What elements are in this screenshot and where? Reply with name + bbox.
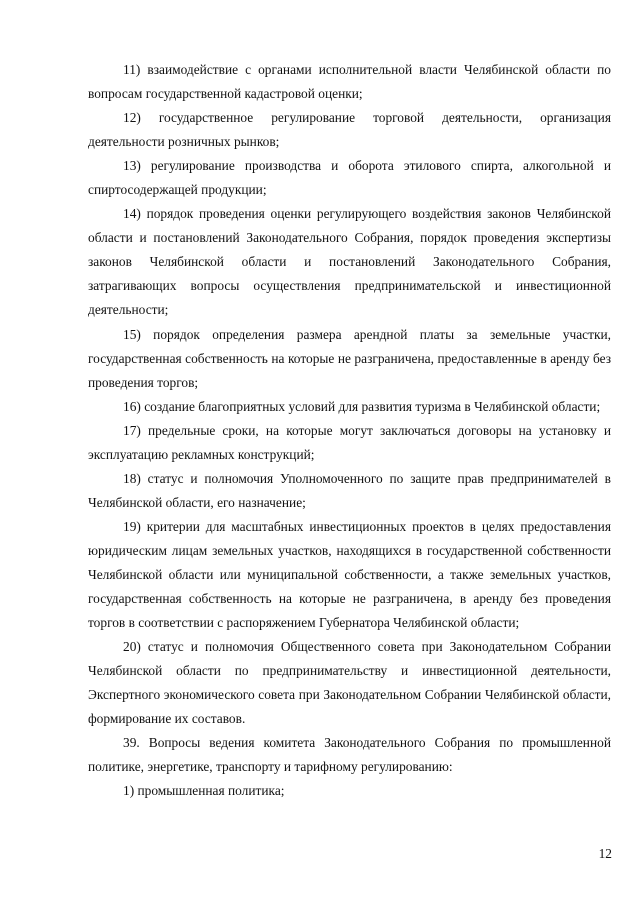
section-39-heading: 39. Вопросы ведения комитета Законодательного Собрания по промышленной политике, энергетике, транспорту и тарифному регулированию: bbox=[88, 735, 611, 775]
page-number: 12 bbox=[598, 846, 612, 861]
paragraph-item-15: 15) порядок определения размера арендной платы за земельные участки, государственная собственность на которые не разграничена, предоставленные в аренду без проведения торгов; bbox=[88, 326, 611, 390]
paragraph-item-11: 11) взаимодействие с органами исполнительной власти Челябинской области по вопросам государственной кадастровой оценки; bbox=[88, 62, 611, 102]
paragraph-item-19: 19) критерии для масштабных инвестиционных проектов в целях предоставления юридическим лицам земельных участков, находящихся в государственной собственности Челябинской области или муниципальной собственности, а также земельных участков, государственная собственность на которые не разграничена, в аренду без проведения торгов в соответствии с распоряжением Губернатора Челябинской области; bbox=[88, 518, 611, 631]
paragraph-item-20: 20) статус и полномочия Общественного совета при Законодательном Собрании Челябинской области по предпринимательству и инвестиционной деятельности, Экспертного экономического совета при Законодательном Собрании Челябинской области, формирование их составов. bbox=[88, 639, 611, 727]
section-39-item-1: 1) промышленная политика; bbox=[123, 783, 285, 799]
paragraph-item-16: 16) создание благоприятных условий для развития туризма в Челябинской области; bbox=[123, 398, 601, 414]
document-body bbox=[88, 58, 611, 803]
paragraph-item-14: 14) порядок проведения оценки регулирующего воздействия законов Челябинской области и постановлений Законодательного Собрания, порядок проведения экспертизы законов Челябинской области и постановлений Законодательного Собрания, затрагивающих вопросы осуществления предпринимательской и инвестиционной деятельности; bbox=[88, 206, 611, 318]
paragraph-item-18: 18) статус и полномочия Уполномоченного по защите прав предпринимателей в Челябинской области, его назначение; bbox=[88, 470, 611, 510]
paragraph-item-17: 17) предельные сроки, на которые могут заключаться договоры на установку и эксплуатацию рекламных конструкций; bbox=[88, 422, 611, 462]
paragraph-item-12: 12) государственное регулирование торговой деятельности, организация деятельности розничных рынков; bbox=[88, 110, 611, 150]
paragraph-item-13: 13) регулирование производства и оборота этилового спирта, алкогольной и спиртосодержащей продукции; bbox=[88, 158, 611, 198]
